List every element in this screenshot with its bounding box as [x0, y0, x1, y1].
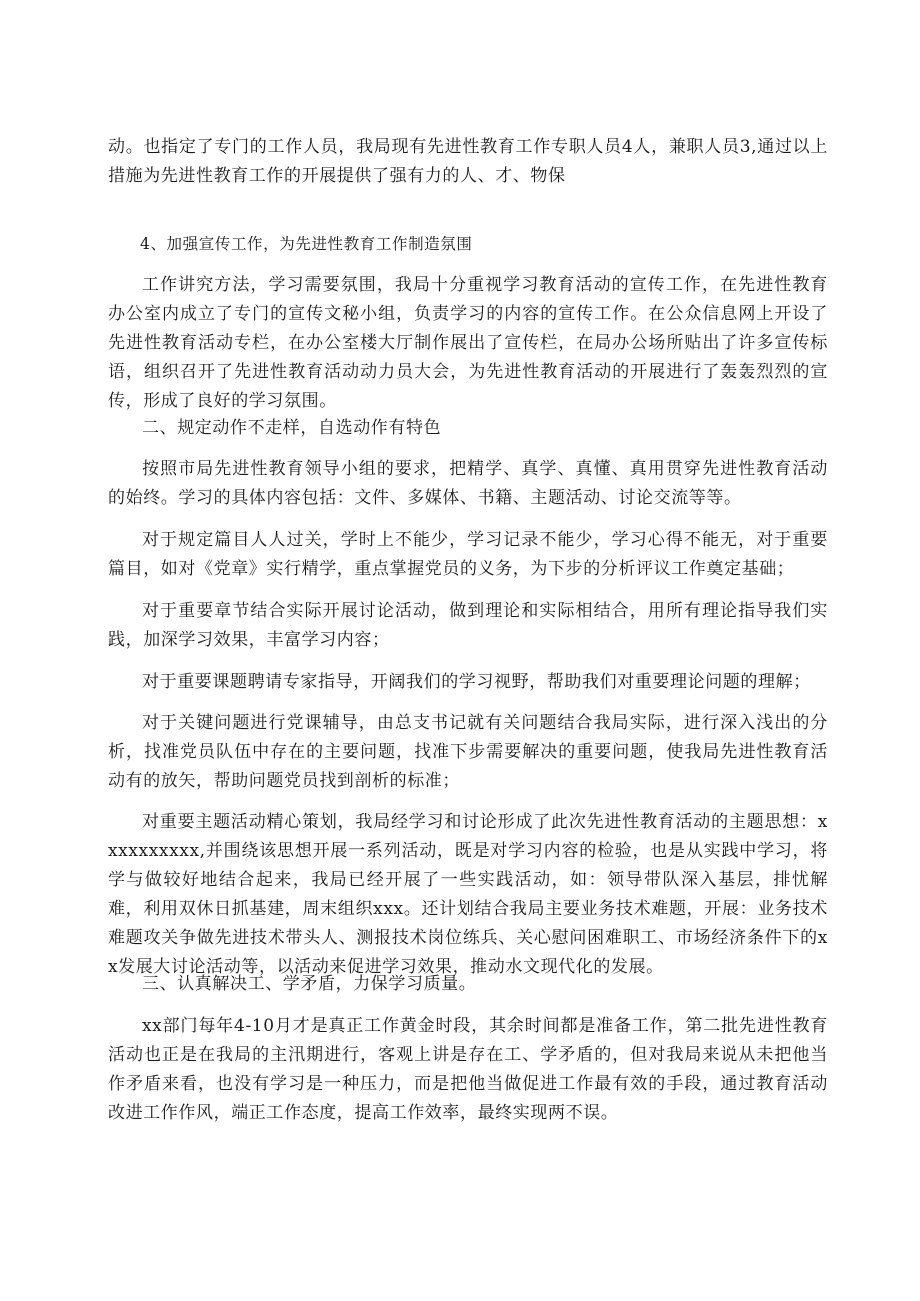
paragraph-requirements: 按照市局先进性教育领导小组的要求，把精学、真学、真懂、真用贯穿先进性教育活动的始终。学习的具体内容包括：文件、多媒体、书籍、主题活动、讨论交流等等。	[108, 459, 828, 508]
section-heading-3: 三、认真解决工、学矛盾，力保学习质量。	[142, 974, 477, 994]
section-heading-2: 二、规定动作不走样，自选动作有特色	[142, 418, 442, 438]
section-heading-4: 4、加强宣传工作，为先进性教育工作制造氛围	[140, 235, 473, 253]
paragraph-publicity: 工作讲究方法，学习需要氛围，我局十分重视学习教育活动的宣传工作，在先进性教育办公室内成立了专门的宣传文秘小组，负责学习的内容的宣传工作。在公众信息网上开设了先进性教育活动专栏，在办公室楼大厅制作展出了宣传栏，在局办公场所贴出了许多宣传标语，组织召开了先进性教育活动动力员大会，为先进性教育活动的开展进行了轰轰烈烈的宣传，形成了良好的学习氛围。	[108, 275, 828, 411]
paragraph-conflict: xx部门每年4-10月才是真正工作黄金时段，其余时间都是准备工作，第二批先进性教育活动也正是在我局的主汛期进行，客观上讲是存在工、学矛盾的，但对我局来说从未把他当作矛盾来看，也没有学习是一种压力，而是把他当做促进工作最有效的手段，通过教育活动改进工作作风，端正工作态度，提高工作效率，最终实现两不误。	[108, 1016, 828, 1123]
paragraph-continuation: 动。也指定了专门的工作人员，我局现有先进性教育工作专职人员4人，兼职人员3,通过以上措施为先进性教育工作的开展提供了强有力的人、才、物保	[108, 137, 828, 186]
paragraph-required-texts: 对于规定篇目人人过关，学时上不能少，学习记录不能少，学习心得不能无，对于重要篇目，如对《党章》实行精学，重点掌握党员的义务，为下步的分析评议工作奠定基础；	[108, 530, 828, 579]
paragraph-chapters: 对于重要章节结合实际开展讨论活动，做到理论和实际相结合，用所有理论指导我们实践，加深学习效果，丰富学习内容；	[108, 601, 828, 650]
paragraph-experts: 对于重要课题聘请专家指导，开阔我们的学习视野，帮助我们对重要理论问题的理解；	[142, 672, 811, 692]
paragraph-activities: 对重要主题活动精心策划，我局经学习和讨论形成了此次先进性教育活动的主题思想：xxxxxxxxxx,并围绕该思想开展一系列活动，既是对学习内容的检验，也是从实践中学习，将学与做较好地结合起来，我局已经开展了一些实践活动，如：领导带队深入基层，排忧解难，利用双休日抓基建，周末组织xxx。还计划结合我局主要业务技术难题，开展：业务技术难题攻关争做先进技术带头人、测报技术岗位练兵、关心慰问困难职工、市场经济条件下的xx发展大讨论活动等，以活动来促进学习效果，推动水文现代化的发展。	[108, 812, 828, 977]
paragraph-tutoring: 对于关键问题进行党课辅导，由总支书记就有关问题结合我局实际，进行深入浅出的分析，找准党员队伍中存在的主要问题，找准下步需要解决的重要问题，使我局先进性教育活动有的放矢，帮助问题党员找到剖析的标准；	[108, 713, 828, 791]
